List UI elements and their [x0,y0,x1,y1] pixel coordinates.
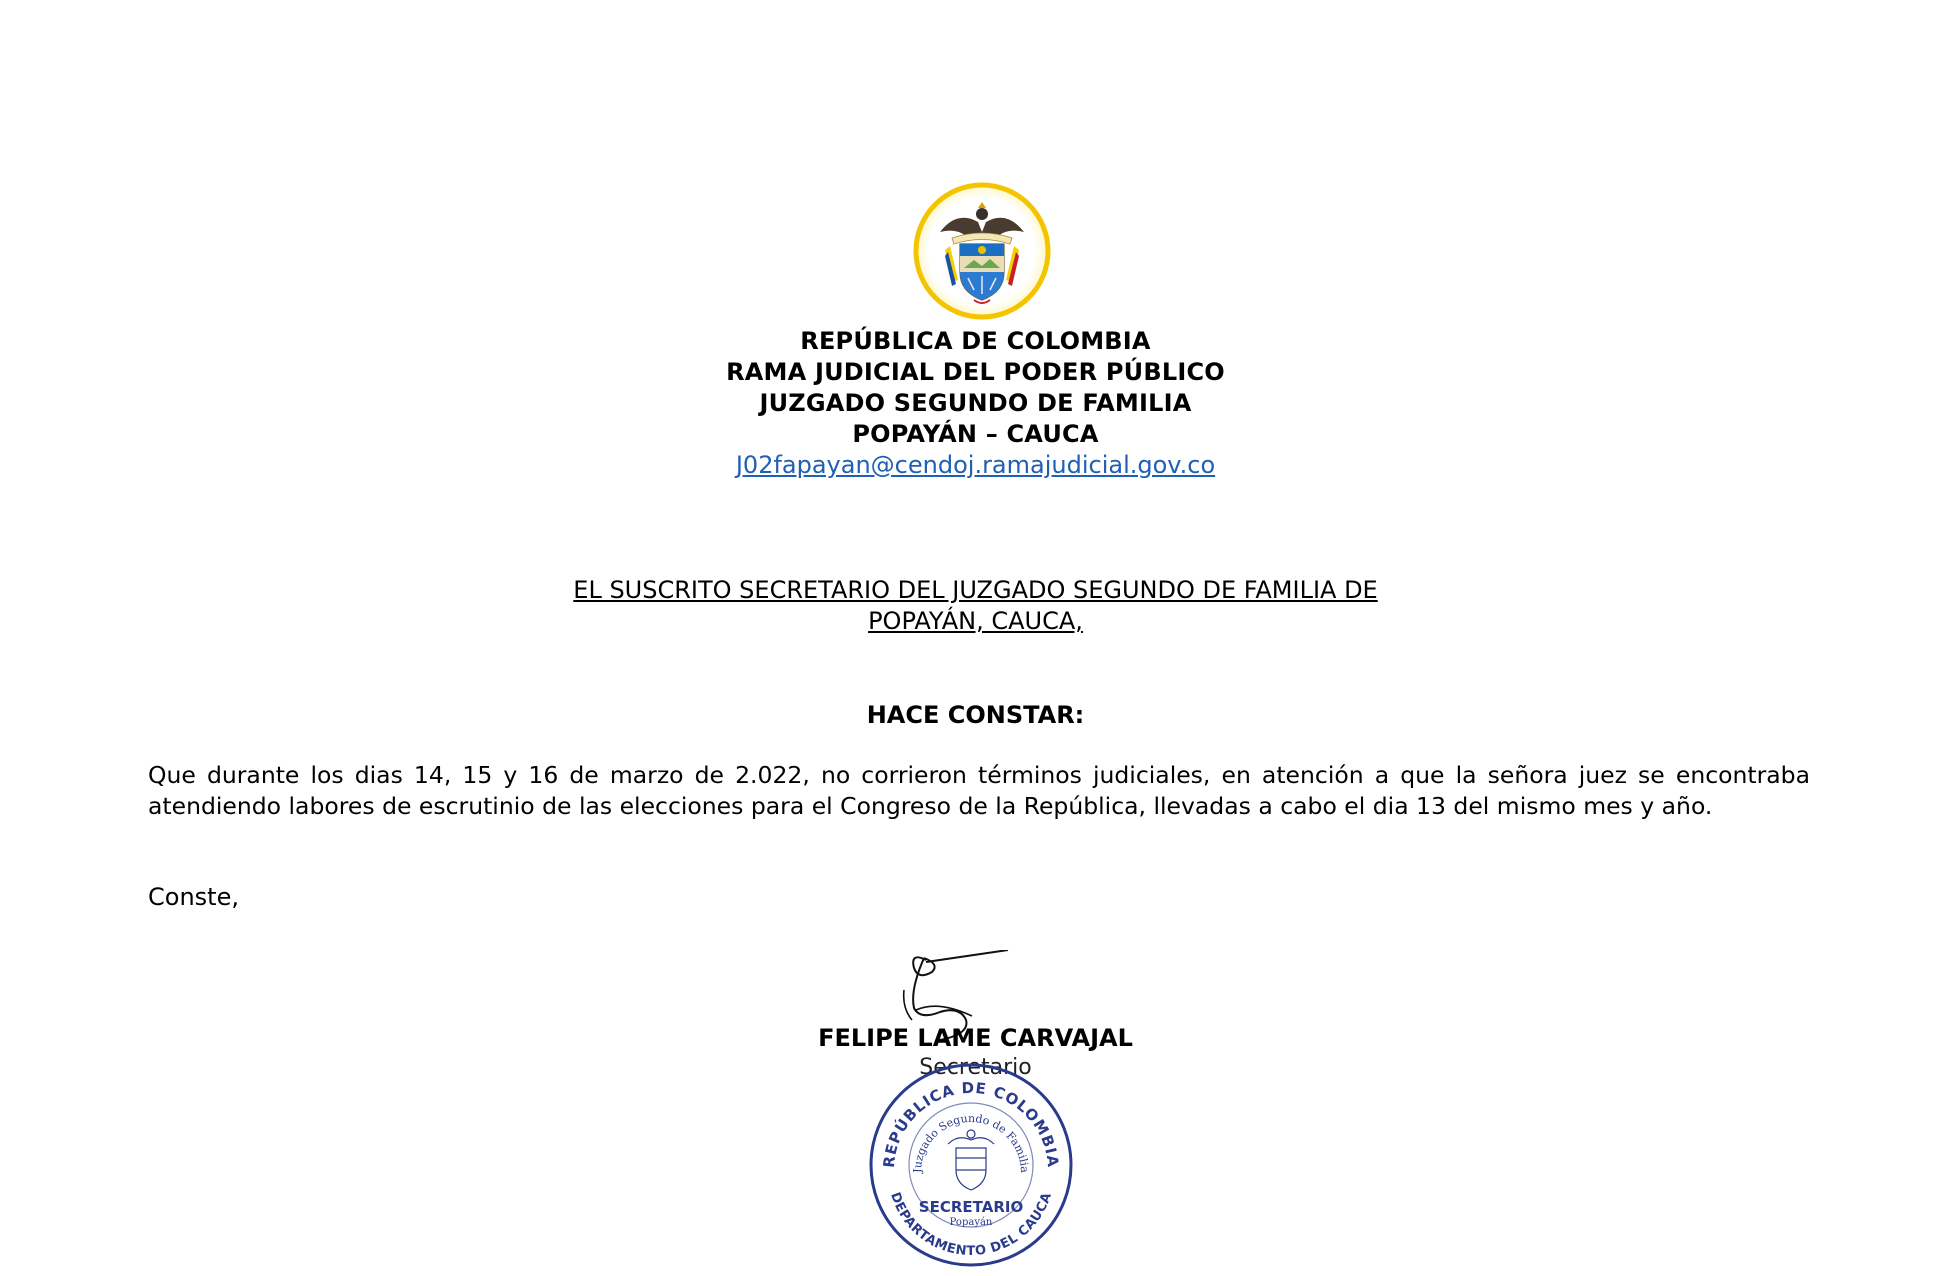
signer-role: Secretario [919,1055,1032,1080]
header-court: JUZGADO SEGUNDO DE FAMILIA [759,389,1192,417]
seal-bottom-text: DEPARTAMENTO DEL CAUCA [887,1190,1055,1260]
document-heading [0,575,1951,637]
closing-conste: Conste, [148,883,239,911]
heading-line-2: POPAYÁN, CAUCA, [868,607,1083,635]
seal-center-text: SECRETARIO [918,1198,1024,1216]
court-email-link[interactable]: J02fapayan@cendoj.ramajudicial.gov.co [735,451,1216,479]
body-paragraph: Que durante los dias 14, 15 y 16 de marzo de 2.022, no corrieron términos judiciales, en atención a que la señora juez se encontraba atendiendo labores de escrutinio de las elecciones para el Congreso de la República, llevadas a cabo el dia 13 del mismo mes y año. [148,761,1810,820]
seal-top-text: REPÚBLICA DE COLOMBIA [879,1078,1063,1169]
heading-line-1: EL SUSCRITO SECRETARIO DEL JUZGADO SEGUNDO DE FAMILIA DE [573,576,1378,604]
header-branch: RAMA JUDICIAL DEL PODER PÚBLICO [726,358,1225,386]
official-seal-stamp [866,1060,1076,1270]
signer-name: FELIPE LAME CARVAJAL [818,1024,1133,1052]
seal-shield-icon [948,1130,994,1190]
colombia-coat-of-arms-icon [912,180,1052,322]
svg-text:Juzgado Segundo de Familia [911,1112,1031,1174]
seal-inner-text: Juzgado Segundo de Familia [910,1111,1032,1174]
header-country: REPÚBLICA DE COLOMBIA [800,327,1151,355]
hace-constar-title: HACE CONSTAR: [866,701,1085,729]
seal-city-text: Popayán [949,1217,993,1228]
document-header [0,326,1951,481]
header-city: POPAYÁN – CAUCA [852,420,1099,448]
